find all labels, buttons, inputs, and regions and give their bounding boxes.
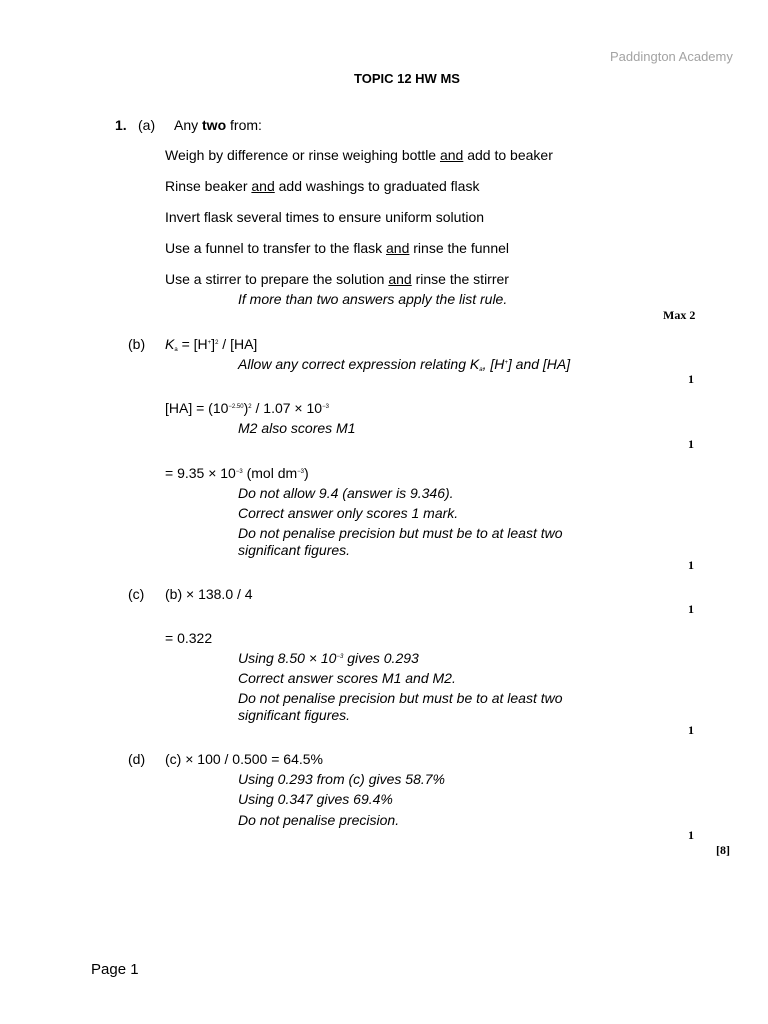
ka-expression: $K_a = [H^+]^2 / [HA]$ xyxy=(165,336,258,353)
answer-value: = $9.35 \times 10^{-3}$ (mol $dm^{-3}$) xyxy=(165,465,309,481)
marking-note: Allow any correct expression relating $K_a$, [H+] and [HA] xyxy=(238,356,571,373)
calculation-line: (b) × 138.0 / 4 xyxy=(165,586,253,602)
marking-note: Using $8.50 \times 10^{-3}$ gives 0.293 xyxy=(238,650,419,666)
marking-note: significant figures. xyxy=(238,542,351,558)
mark-value: Max 2 xyxy=(663,308,696,322)
mark-value: 1 xyxy=(688,828,694,842)
mark-value: 1 xyxy=(688,558,694,572)
marking-note: Correct answer scores M1 and M2. xyxy=(238,670,456,686)
answer-point: Invert flask several times to ensure uniform solution xyxy=(165,209,485,225)
mark-value: 1 xyxy=(688,372,694,386)
part-a-label: (a) xyxy=(138,117,156,133)
marking-note: M2 also scores M1 xyxy=(238,420,356,436)
answer-point: Rinse beaker and add washings to graduated flask xyxy=(165,178,480,194)
marking-note: Correct answer only scores 1 mark. xyxy=(238,505,459,521)
answer-value: = 0.322 xyxy=(165,630,213,646)
question-number: 1. xyxy=(115,117,127,133)
page-title: TOPIC 12 HW MS xyxy=(354,71,460,86)
ha-expression: $[HA] = (10^{-2.50})^2 / 1.07 \times 10^{-3}$ xyxy=(165,400,329,416)
answer-point: Use a funnel to transfer to the flask and rinse the funnel xyxy=(165,240,509,256)
school-name: Paddington Academy xyxy=(610,49,733,64)
calculation-line: (c) × 100 / 0.500 = 64.5% xyxy=(165,751,323,767)
marking-note: Using 0.347 gives 69.4% xyxy=(238,791,393,807)
mark-value: 1 xyxy=(688,723,694,737)
part-b-label: (b) xyxy=(128,336,146,352)
total-marks: [8] xyxy=(716,843,730,857)
answer-point: Weigh by difference or rinse weighing bottle and add to beaker xyxy=(165,147,553,163)
marking-note: Do not allow 9.4 (answer is 9.346). xyxy=(238,485,454,501)
page-number: Page 1 xyxy=(91,961,139,978)
part-a-intro: Any two from: xyxy=(174,117,262,133)
marking-note: Do not penalise precision but must be to at least two xyxy=(238,690,563,706)
marking-note: Do not penalise precision but must be to at least two xyxy=(238,525,563,541)
marking-note: significant figures. xyxy=(238,707,351,723)
marking-note: If more than two answers apply the list rule. xyxy=(238,291,508,307)
answer-point: Use a stirrer to prepare the solution and rinse the stirrer xyxy=(165,271,509,287)
mark-value: 1 xyxy=(688,437,694,451)
mark-value: 1 xyxy=(688,602,694,616)
part-d-label: (d) xyxy=(128,751,146,767)
marking-note: Do not penalise precision. xyxy=(238,812,400,828)
marking-note: Using 0.293 from (c) gives 58.7% xyxy=(238,771,445,787)
part-c-label: (c) xyxy=(128,586,145,602)
